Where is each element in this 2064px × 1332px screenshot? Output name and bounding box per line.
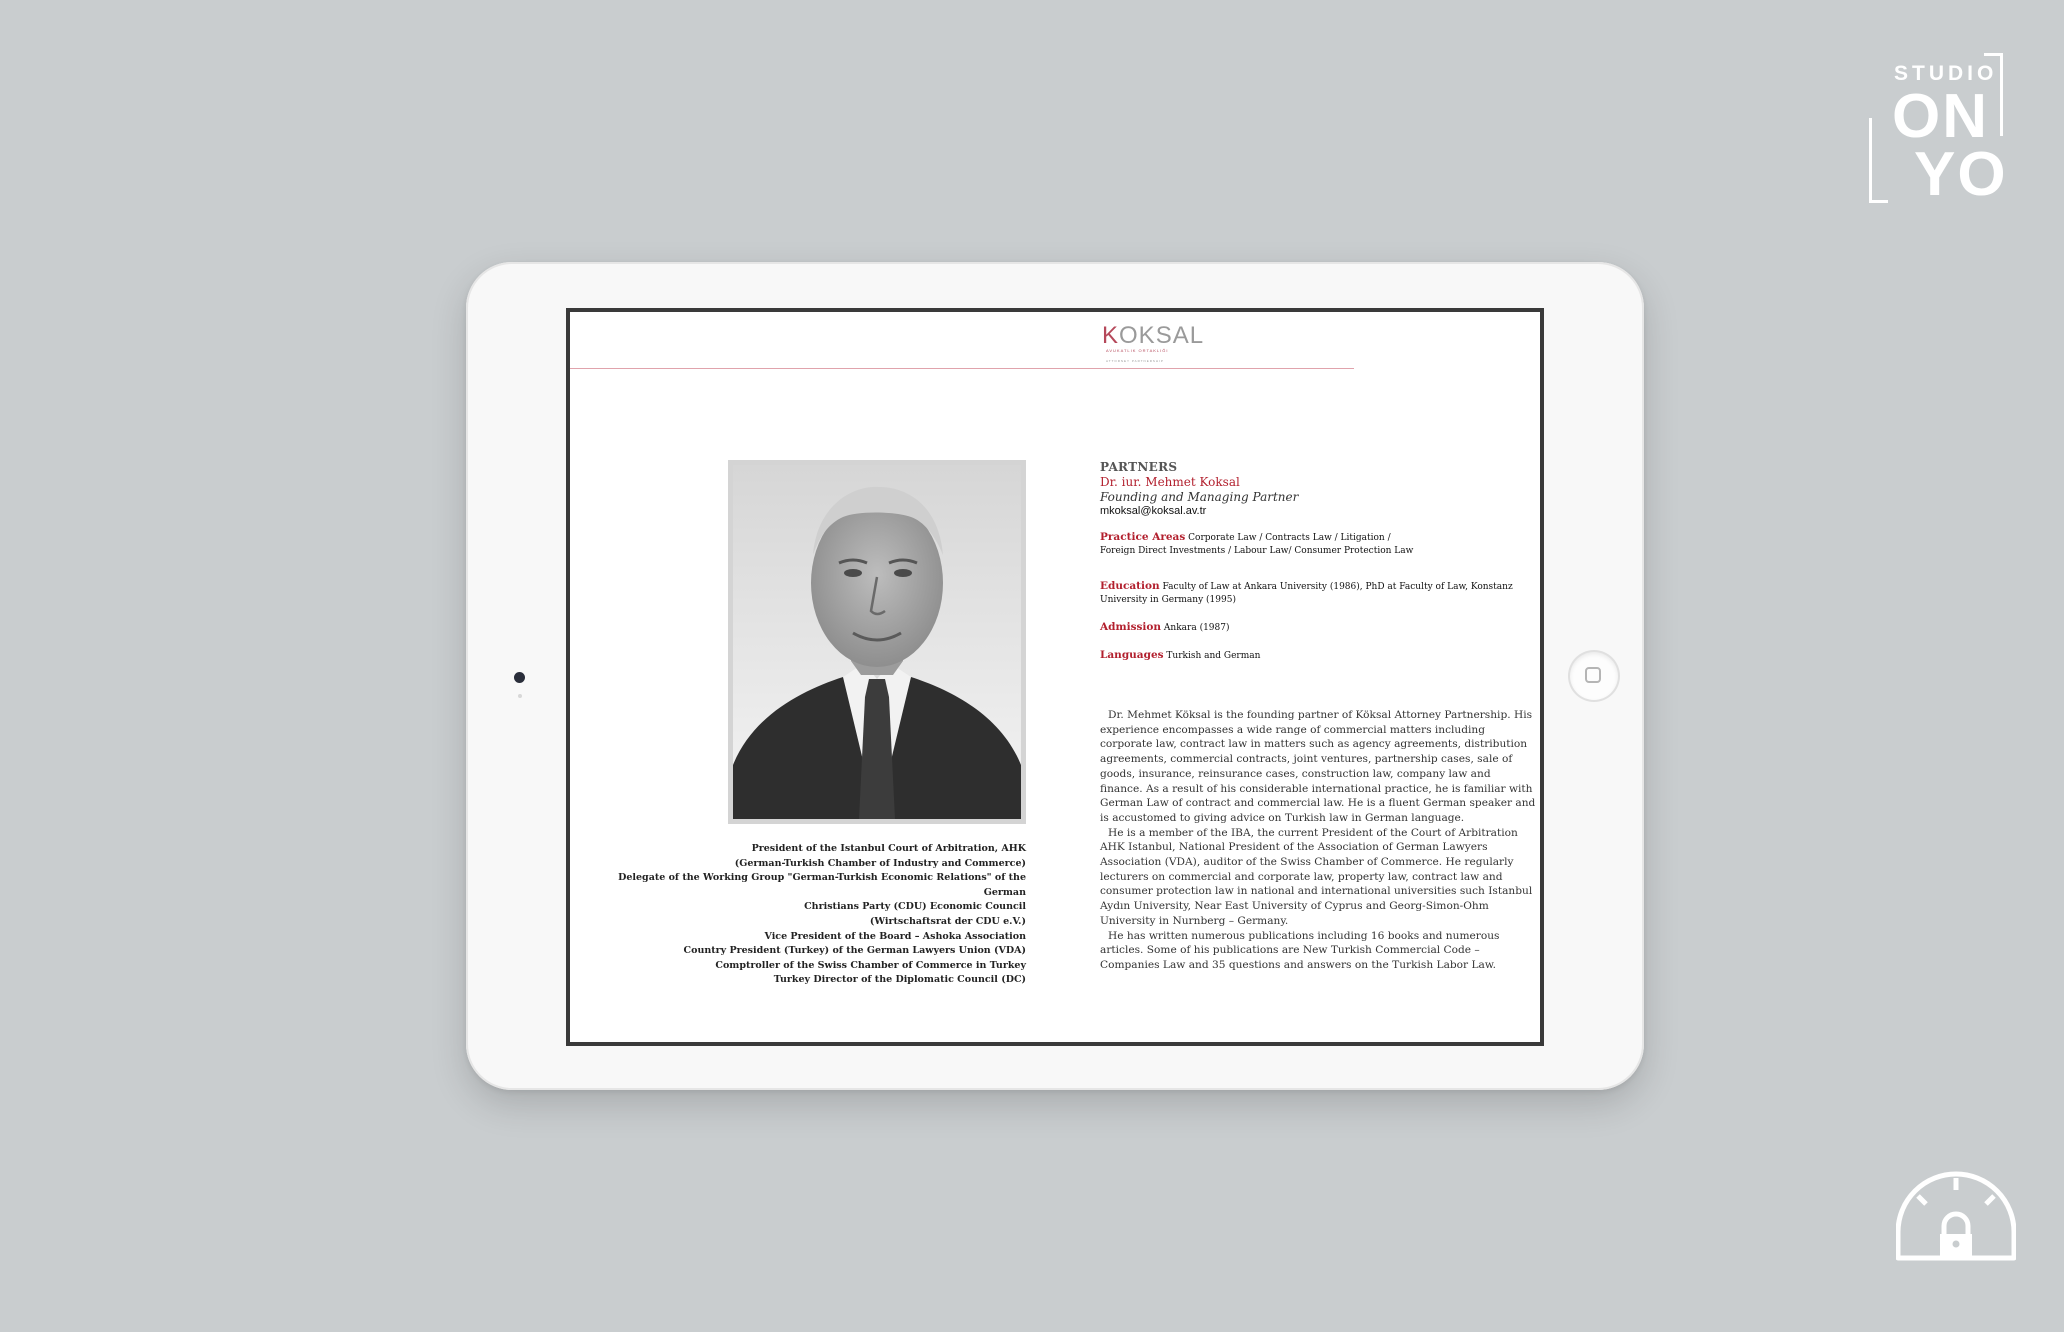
education xyxy=(1100,580,1540,607)
affiliation-line: Country President (Turkey) of the German Lawyers Union (VDA) xyxy=(683,945,1026,957)
sensor-dot xyxy=(518,694,522,698)
logo-word-studio: STUDIO xyxy=(1894,62,1998,85)
bio-paragraph: Dr. Mehmet Köksal is the founding partner of Köksal Attorney Partnership. His experience encompasses a wide range of commercial matters including corporate law, contract law in matters such as agency agreements, distribution agreements, commercial contracts, joint ventures, partnership cases, sale of goods, insurance, reinsurance cases, construction law, company law and finance. As a result of his considerable international practice, he is familiar with German Law of contract and commercial law. He is a fluent German speaker and is accustomed to giving advice on Turkish law in German language. xyxy=(1100,709,1536,824)
practice-areas-label: Practice Areas xyxy=(1100,531,1186,543)
camera-icon xyxy=(514,672,525,683)
partner-biography xyxy=(1100,708,1536,973)
partner-email[interactable]: mkoksal@koksal.av.tr xyxy=(1100,505,1207,517)
affiliation-line: Christians Party (CDU) Economic Council xyxy=(804,901,1026,913)
affiliation-line: Vice President of the Board – Ashoka Association xyxy=(764,930,1026,942)
bio-paragraph: He has written numerous publications including 16 books and numerous articles. Some of his publications are New Turkish Commercial Code – Companies Law and 35 questions and answers on the Turkish Labor Law. xyxy=(1100,929,1500,971)
languages-label: Languages xyxy=(1100,649,1164,661)
studio-onyo-logo xyxy=(1866,52,2016,209)
partner-portrait xyxy=(728,460,1026,824)
koksal-logo xyxy=(1102,322,1222,363)
logo-frame-left xyxy=(1869,118,1888,203)
admission xyxy=(1100,621,1540,635)
affiliation-line: (Wirtschaftsrat der CDU e.V.) xyxy=(869,915,1026,927)
practice-areas xyxy=(1100,531,1540,558)
bio-paragraph: He is a member of the IBA, the current President of the Court of Arbitration AHK Istanbul, National President of the Association of German Lawyers Association (VDA), auditor of the Swiss Chamber of Commerce. He regularly lecturers on commercial and corporate law, property law, contract law and consumer protection law in national and international universities such Istanbul Aydın University, Near East University of Cyprus and Georg-Simon-Ohm University in Nurnberg – Germany. xyxy=(1100,826,1533,927)
languages xyxy=(1100,649,1540,663)
partner-name: Dr. iur. Mehmet Koksal xyxy=(1100,475,1240,489)
tablet-screen xyxy=(566,308,1544,1046)
home-button[interactable] xyxy=(1570,652,1618,700)
partner-title: Founding and Managing Partner xyxy=(1100,490,1299,504)
affiliation-line: President of the Istanbul Court of Arbitration, AHK xyxy=(751,843,1026,854)
header-divider xyxy=(570,368,1354,369)
education-line1: Faculty of Law at Ankara University (1986), PhD at Faculty of Law, Konstanz xyxy=(1162,582,1513,592)
affiliation-line: Delegate of the Working Group "German-Turkish Economic Relations" of the German xyxy=(618,872,1026,898)
education-label: Education xyxy=(1100,580,1160,592)
practice-areas-line1: Corporate Law / Contracts Law / Litigation / xyxy=(1188,533,1391,543)
document-page xyxy=(570,312,1540,1042)
partner-details xyxy=(1100,460,1540,663)
home-button-icon xyxy=(1585,667,1601,683)
brand-tagline: AVUKATLIK ORTAKLIĞI xyxy=(1106,348,1169,353)
section-heading: PARTNERS xyxy=(1100,460,1178,474)
logo-word-on: ON xyxy=(1892,82,1989,151)
brand-wordmark: KOKSAL xyxy=(1102,322,1205,349)
brand-tagline-secondary: ATTORNEY PARTNERSHIP xyxy=(1106,359,1164,363)
logo-word-yo: YO xyxy=(1914,140,2008,209)
languages-value: Turkish and German xyxy=(1166,651,1261,661)
affiliation-line: (German-Turkish Chamber of Industry and Commerce) xyxy=(734,857,1026,869)
affiliations-list xyxy=(610,842,1026,988)
admission-value: Ankara (1987) xyxy=(1163,623,1230,633)
admission-label: Admission xyxy=(1100,621,1162,633)
practice-areas-line2: Foreign Direct Investments / Labour Law/ Consumer Protection Law xyxy=(1100,546,1414,556)
education-line2: University in Germany (1995) xyxy=(1100,595,1236,605)
affiliation-line: Comptroller of the Swiss Chamber of Commerce in Turkey xyxy=(715,959,1026,971)
gauge-lock-icon xyxy=(1896,1170,2016,1262)
affiliation-line: Turkey Director of the Diplomatic Council (DC) xyxy=(773,974,1026,986)
